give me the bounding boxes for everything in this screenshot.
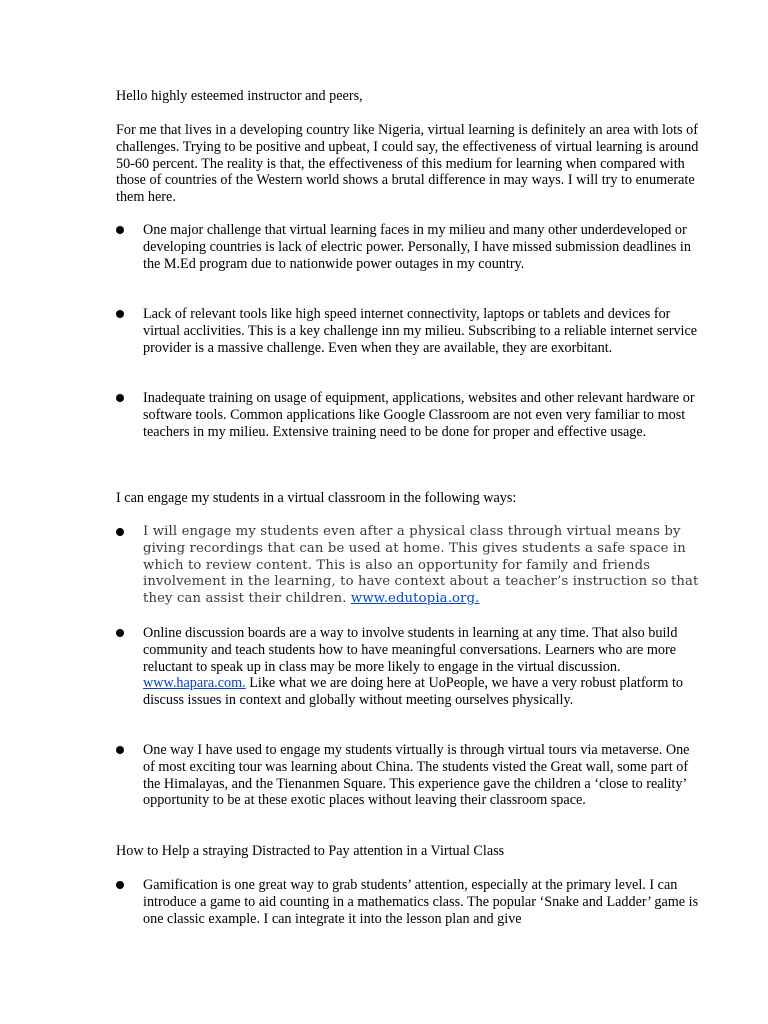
engage-list-item [116, 625, 716, 709]
bullet-icon [116, 881, 124, 889]
edutopia-link[interactable]: www.edutopia.org. [350, 591, 480, 607]
engage-text-body: I will engage my students even after a physical class through virtual means by giving recordings that can be used at home. This gives students a safe space in which to review content. This is also an opportunity for family and friends involvement in the learning, to have context about a teacher’s instruction so that they can assist their children. [143, 524, 699, 607]
distract-text: Gamification is one great way to grab students’ attention, especially at the primary level. I can introduce a game to aid counting in a mathematics class. The popular ‘Snake and Ladder’ game is one classic example. I can integrate it into the lesson plan and give [143, 877, 699, 927]
engage-text: One way I have used to engage my students virtually is through virtual tours via metaverse. One of most exciting tour was learning about China. The students visted the Great wall, some part of the Himalayas, and the Tienanmen Square. This experience gave the children a ‘close to reality’ opportunity to be at these exotic places without leaving their classroom space. [143, 742, 690, 809]
challenge-text: Inadequate training on usage of equipment, applications, websites and other relevant hardware or software tools. Common applications like Google Classroom are not even very familiar to most teachers in my milieu. Extensive training need to be done for proper and effective usage. [143, 390, 695, 440]
bullet-icon [116, 394, 124, 402]
bullet-icon [116, 528, 124, 536]
engage-text-body: Like what we are doing here at UoPeople, we have a very robust platform to discuss issues in context and globally without meeting ourselves physically. [143, 675, 683, 709]
intro-paragraph: For me that lives in a developing country like Nigeria, virtual learning is definitely an area with lots of challenges. Trying to be positive and upbeat, I could say, the effectiveness of virtual learning is around 50-60 percent. The reality is that, the effectiveness of this medium for learning when compared with those of countries of the Western world shows a brutal difference in may ways. I will try to enumerate them here. [116, 122, 699, 206]
bullet-icon [116, 629, 124, 637]
challenge-list-item [116, 222, 716, 272]
distract-list-item [116, 877, 716, 927]
challenge-list-item [116, 390, 716, 440]
greeting: Hello highly esteemed instructor and peers, [116, 88, 363, 104]
engage-list-item [116, 524, 716, 608]
challenge-text: Lack of relevant tools like high speed internet connectivity, laptops or tablets and devices for virtual acclivities. This is a key challenge inn my milieu. Subscribing to a reliable internet service provider is a massive challenge. Even when they are available, they are exorbitant. [143, 306, 698, 356]
bullet-icon [116, 226, 124, 234]
engage-heading: I can engage my students in a virtual classroom in the following ways: [116, 490, 517, 506]
bullet-icon [116, 746, 124, 754]
challenge-list-item [116, 306, 716, 356]
bullet-icon [116, 310, 124, 318]
distract-heading: How to Help a straying Distracted to Pay attention in a Virtual Class [116, 843, 505, 859]
hapara-link[interactable]: www.hapara.com. [143, 675, 246, 692]
challenge-text: One major challenge that virtual learning faces in my milieu and many other underdeveloped or developing countries is lack of electric power. Personally, I have missed submission deadlines in the M.Ed program due to nationwide power outages in my country. [143, 222, 691, 272]
engage-text-body: Online discussion boards are a way to involve students in learning at any time. That also build community and teach students how to have meaningful conversations. Learners who are more reluctant to speak up in class may be more likely to engage in the virtual discussion. [143, 625, 678, 675]
engage-list-item [116, 742, 716, 809]
engage-text [143, 524, 703, 608]
engage-text [143, 625, 703, 709]
